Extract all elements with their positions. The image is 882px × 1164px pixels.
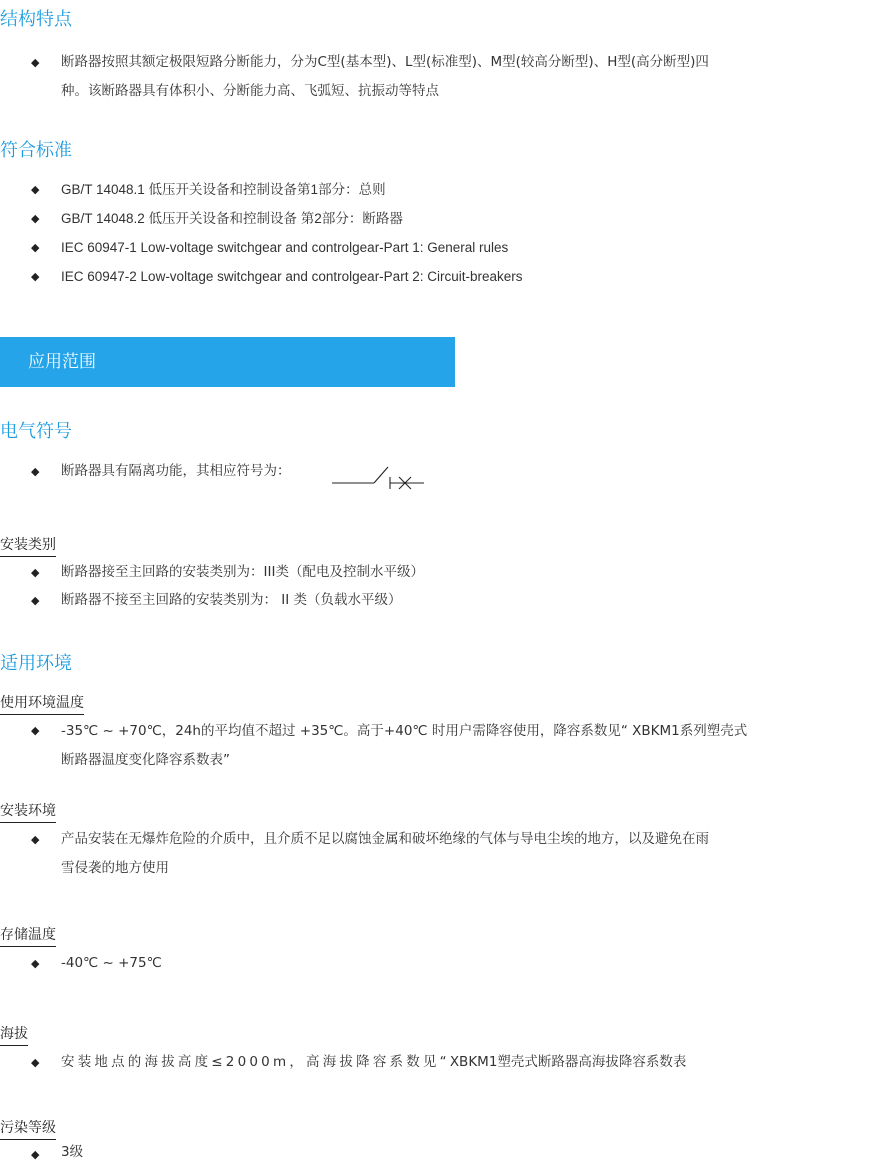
altitude-text-rest: XBKM1塑壳式断路器高海拔降容系数表: [449, 1054, 687, 1070]
structure-line-2: 种。该断路器具有体积小、分断能力高、飞弧短、抗振动等特点: [61, 83, 439, 99]
install-env-line-2: 雪侵袭的地方使用: [61, 860, 169, 876]
heading-underline: [0, 946, 56, 947]
heading-underline: [0, 714, 84, 715]
environment-heading: 适用环境: [0, 653, 72, 674]
altitude-text: [61, 1048, 686, 1077]
pollution-text: 3级: [61, 1144, 84, 1160]
pollution-heading: [0, 1118, 56, 1138]
circuit-breaker-isolator-symbol-icon: [332, 463, 428, 493]
diamond-bullet-icon: ◆: [31, 241, 40, 254]
symbol-text: 断路器具有隔离功能，其相应符号为：: [61, 463, 291, 479]
diamond-bullet-icon: ◆: [31, 594, 40, 607]
install-category-heading: [0, 535, 56, 555]
heading-underline: [0, 1139, 56, 1140]
diamond-bullet-icon: ◆: [31, 957, 40, 970]
altitude-heading-label: 海拔: [0, 1026, 28, 1042]
standard-item: IEC 60947-2 Low-voltage switchgear and controlgear-Part 2: Circuit-breakers: [61, 269, 523, 284]
install-category-item: 断路器接至主回路的安装类别为：III类（配电及控制水平级）: [61, 564, 424, 580]
diamond-bullet-icon: ◆: [31, 212, 40, 225]
heading-underline: [0, 556, 56, 557]
temp-heading-label: 使用环境温度: [0, 695, 84, 711]
symbol-heading: 电气符号: [0, 421, 72, 442]
structure-heading: 结构特点: [0, 9, 72, 30]
storage-text: -40℃ ~ +75℃: [61, 955, 162, 971]
heading-underline: [0, 1045, 28, 1046]
temp-heading: [0, 693, 84, 713]
diamond-bullet-icon: ◆: [31, 1148, 40, 1161]
altitude-heading: [0, 1024, 28, 1044]
diamond-bullet-icon: ◆: [31, 566, 40, 579]
diamond-bullet-icon: ◆: [31, 833, 40, 846]
altitude-text-spaced: 安装地点的海拔高度≤2000m，高海拔降容系数见“: [61, 1054, 450, 1070]
install-env-heading: [0, 801, 56, 821]
storage-heading: [0, 925, 56, 945]
standard-item: IEC 60947-1 Low-voltage switchgear and controlgear-Part 1: General rules: [61, 240, 509, 255]
diamond-bullet-icon: ◆: [31, 1056, 40, 1069]
pollution-heading-label: 污染等级: [0, 1120, 56, 1136]
diamond-bullet-icon: ◆: [31, 724, 40, 737]
temp-line-2: 断路器温度变化降容系数表”: [61, 752, 230, 768]
install-category-item: 断路器不接至主回路的安装类别为： II 类（负载水平级）: [61, 592, 402, 608]
application-banner: [0, 337, 455, 387]
install-env-line-1: 产品安装在无爆炸危险的介质中，且介质不足以腐蚀金属和破坏绝缘的气体与导电尘埃的地方，以及避免在雨: [61, 831, 709, 847]
diamond-bullet-icon: ◆: [31, 465, 40, 478]
install-category-heading-label: 安装类别: [0, 537, 56, 553]
temp-line-1: -35℃ ~ +70℃，24h的平均值不超过 +35℃。高于+40℃ 时用户需降容使用，降容系数见“ XBKM1系列塑壳式: [61, 723, 748, 739]
storage-heading-label: 存储温度: [0, 927, 56, 943]
standards-heading: 符合标准: [0, 140, 72, 161]
structure-line-1: 断路器按照其额定极限短路分断能力，分为C型(基本型)、L型(标准型)、M型(较高分断型)、H型(高分断型)四: [61, 54, 709, 70]
heading-underline: [0, 822, 56, 823]
standard-item: GB/T 14048.1 低压开关设备和控制设备第1部分：总则: [61, 182, 386, 197]
diamond-bullet-icon: ◆: [31, 56, 40, 69]
standard-item: GB/T 14048.2 低压开关设备和控制设备 第2部分：断路器: [61, 211, 403, 226]
diamond-bullet-icon: ◆: [31, 183, 40, 196]
diamond-bullet-icon: ◆: [31, 270, 40, 283]
install-env-heading-label: 安装环境: [0, 803, 56, 819]
application-banner-label: 应用范围: [28, 352, 96, 372]
